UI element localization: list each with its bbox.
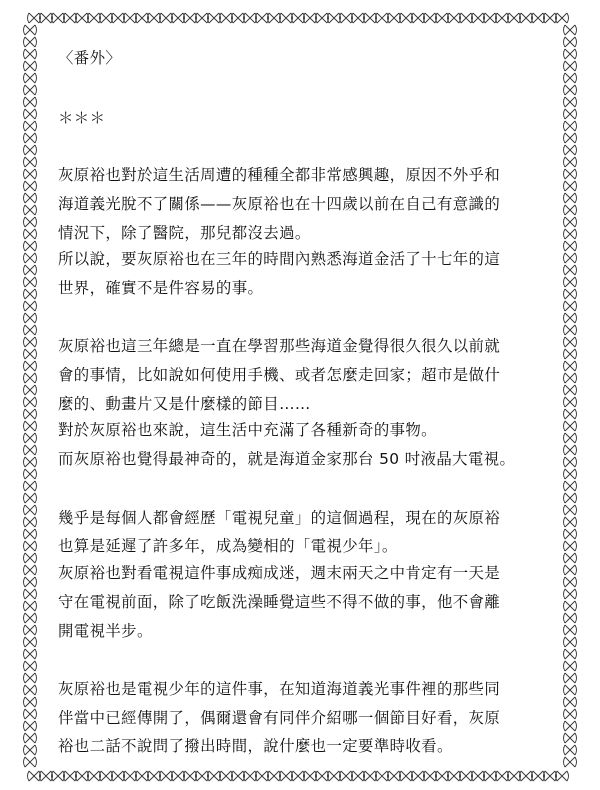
text-line: 灰原裕也這三年總是一直在學習那些海道金覺得很久很久以前就 xyxy=(58,337,501,355)
text-line: 情況下，除了醫院，那兒都沒去過。 xyxy=(58,224,311,242)
text-line: 對於灰原裕也來說，這生活中充滿了各種新奇的事物。 xyxy=(58,421,437,439)
text-line: 灰原裕也是電視少年的這件事，在知道海道義光事件裡的那些同 xyxy=(58,680,501,698)
text-line: 灰原裕也對看電視這件事成痴成迷，週末兩天之中肯定有一天是 xyxy=(58,564,501,582)
text-line: 也算是延遲了許多年，成為變相的「電視少年」。 xyxy=(58,537,398,555)
text-line: 世界，確實不是件容易的事。 xyxy=(58,279,264,297)
text-line: 伴當中已經傳開了，偶爾還會有同伴介紹哪一個節目好看，灰原 xyxy=(58,709,501,727)
text-line: 灰原裕也對於這生活周遭的種種全都非常感興趣，原因不外乎和 xyxy=(58,166,501,184)
text-line: 麼的、動畫片又是什麼樣的節目…… xyxy=(58,395,311,413)
text-line: 幾乎是每個人都會經歷「電視兒童」的這個過程，現在的灰原裕 xyxy=(58,509,501,527)
text-line: 開電視半步。 xyxy=(58,622,153,640)
text-line: 裕也二話不說問了撥出時間，說什麼也一定要準時收看。 xyxy=(58,737,453,755)
text-line: 所以說，要灰原裕也在三年的時間內熟悉海道金活了十七年的這 xyxy=(58,250,501,268)
chapter-header: 〈番外〉 xyxy=(58,49,122,67)
text-line: 守在電視前面，除了吃飯洗澡睡覺這些不得不做的事，他不會離 xyxy=(58,593,501,611)
text-line: 而灰原裕也覺得最神奇的，就是海道金家那台 50 吋液晶大電視。 xyxy=(58,450,516,468)
text-line: 海道義光脫不了關係——灰原裕也在十四歲以前在自己有意識的 xyxy=(58,195,501,213)
section-separator: ＊＊＊ xyxy=(58,109,106,127)
text-line: 會的事情，比如說如何使用手機、或者怎麼走回家；超市是做什 xyxy=(58,366,501,384)
